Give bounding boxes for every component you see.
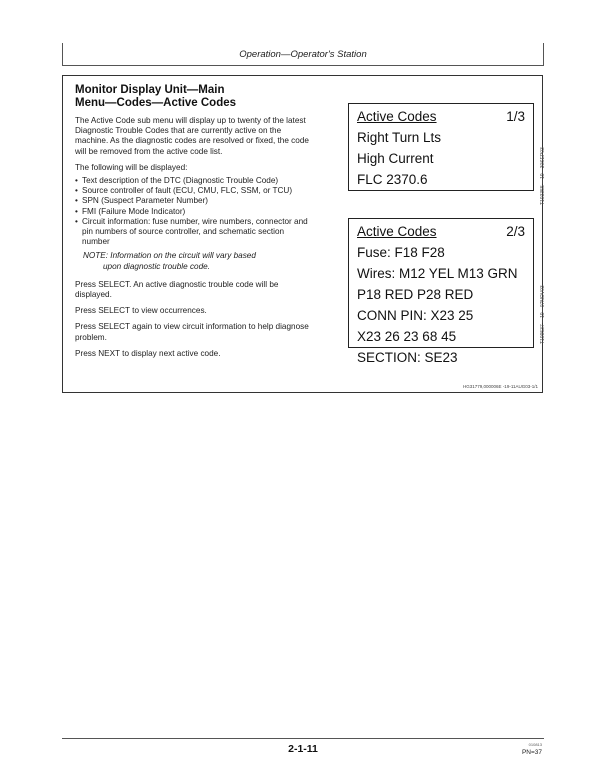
screen-2-line: CONN PIN: X23 25 (357, 308, 474, 323)
section-body (75, 116, 313, 365)
screen-2-line: Fuse: F18 F28 (357, 245, 445, 260)
section-title-line2: Menu—Codes—Active Codes (75, 97, 237, 109)
list-item: • Text description of the DTC (Diagnostic Trouble Code) (75, 176, 313, 186)
instruction-select: Press SELECT. An active diagnostic trouble code will be displayed. (75, 279, 279, 300)
screen-1-title: Active Codes (357, 109, 437, 124)
display-screen-2 (348, 218, 534, 365)
note-line1: NOTE: Information on the circuit will vary based (83, 251, 256, 261)
screen-2-header (357, 221, 525, 242)
header-divider (62, 65, 544, 66)
note-line2: upon diagnostic trouble code. (103, 261, 210, 271)
figure-code-1: T193355 —19—30SEP03 (540, 147, 546, 205)
instruction-circuit: Press SELECT again to view circuit information to help diagnose problem. (75, 322, 309, 342)
page-header-title: Operation—Operator's Station (239, 49, 367, 60)
screen-2-line: X23 26 23 68 45 (357, 329, 457, 344)
figure-code-2: T199537 —19—07NOV03 (540, 285, 546, 344)
screen-2-page: 2/3 (506, 224, 525, 239)
screen-2-line: Wires: M12 YEL M13 GRN (357, 266, 518, 281)
list-item: • FMI (Failure Mode Indicator) (75, 207, 313, 217)
display-screen-1 (348, 103, 534, 191)
pn-number: PN=37 (521, 749, 542, 756)
footer-code: 010813 (528, 742, 542, 747)
screen-1-page: 1/3 (506, 109, 525, 124)
instruction-next: Press NEXT to display next active code. (75, 348, 221, 358)
list-item: • Circuit information: fuse number, wire numbers, connector and pin numbers of source controller, and schematic section number (75, 217, 313, 248)
footer-divider (62, 738, 544, 739)
screen-1-header (357, 106, 525, 127)
screen-2-line: P18 RED P28 RED (357, 287, 474, 302)
screen-1-line: FLC 2370.6 (357, 172, 428, 187)
intro-paragraph: The Active Code sub menu will display up to twenty of the latest Diagnostic Trouble Codes that are currently active on the machine. As the diagnostic codes are resolved or fixed, the code will be removed from the active code list. (75, 116, 309, 156)
list-item: • SPN (Suspect Parameter Number) (75, 196, 313, 206)
page-number: 2-1-11 (288, 743, 318, 755)
reference-code: HG31779,000006E -19-11AUG03-1/1 (463, 384, 538, 389)
list-item: • Source controller of fault (ECU, CMU, FLC, SSM, or TCU) (75, 186, 313, 196)
screen-1-line: High Current (357, 151, 434, 166)
following-paragraph: The following will be displayed: (75, 162, 188, 172)
info-list (75, 176, 313, 247)
screen-2-title: Active Codes (357, 224, 437, 239)
note (75, 251, 313, 271)
instruction-occurrences: Press SELECT to view occurrences. (75, 306, 207, 316)
screen-2-line: SECTION: SE23 (357, 350, 458, 365)
section-title-line1: Monitor Display Unit—Main (75, 84, 225, 96)
section-title (75, 84, 335, 110)
screen-1-line: Right Turn Lts (357, 130, 442, 145)
